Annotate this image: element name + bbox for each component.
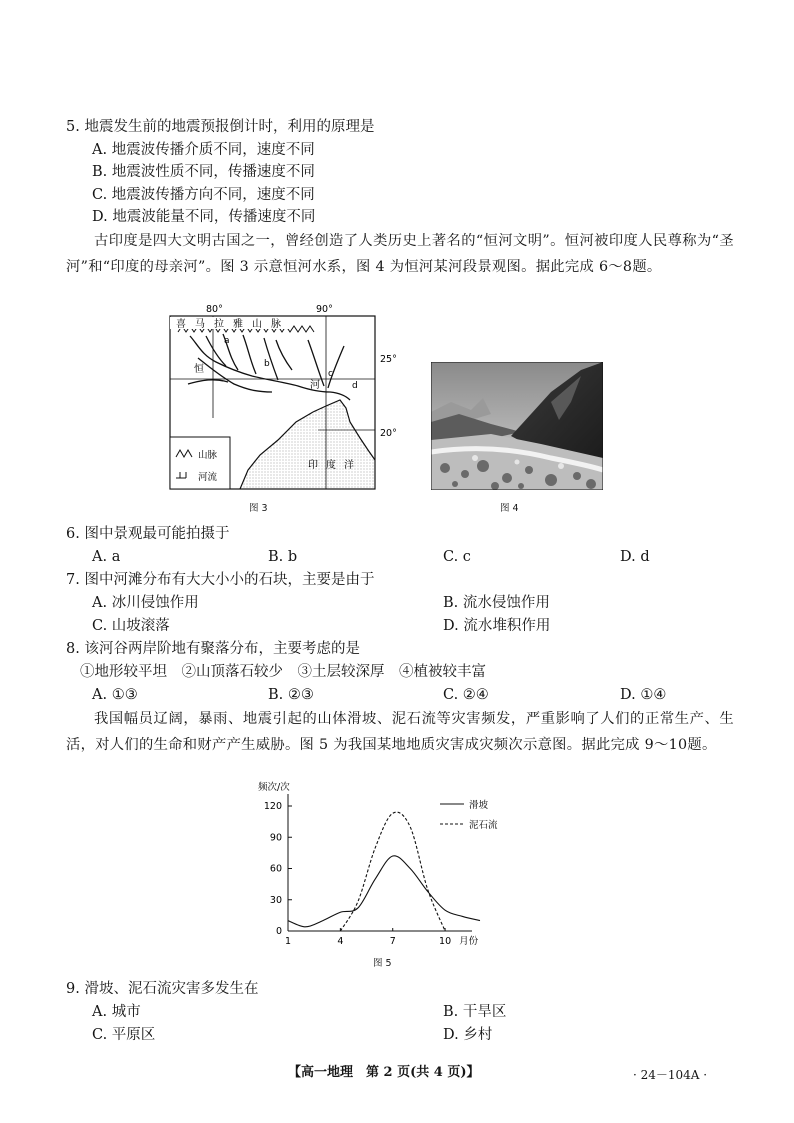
x-tick-label: 1 bbox=[284, 936, 292, 947]
y-tick-label: 30 bbox=[269, 894, 282, 906]
ocean-shading bbox=[240, 400, 375, 489]
y-tick-label: 120 bbox=[263, 801, 282, 812]
q5-stem: 5. 地震发生前的地震预报倒计时，利用的原理是 bbox=[66, 119, 375, 135]
q9-stem: 9. 滑坡、泥石流灾害多发生在 bbox=[66, 981, 259, 997]
legend-label: 滑坡 bbox=[469, 800, 489, 811]
q8-items: ①地形较平坦 ②山顶落石较少 ③土层较深厚 ④植被较丰富 bbox=[80, 664, 486, 680]
q7-option-d: D. 流水堆积作用 bbox=[443, 618, 551, 634]
figure-3-ganges-map bbox=[168, 300, 408, 500]
q6-option-a: A. a bbox=[92, 549, 121, 565]
q5-option-a: A. 地震波传播介质不同，速度不同 bbox=[92, 142, 315, 158]
lon-80-label: 80° bbox=[206, 304, 223, 315]
q9-option-b: B. 干旱区 bbox=[443, 1004, 507, 1020]
q8-option-c: C. ②④ bbox=[443, 687, 489, 703]
point-d-label: d bbox=[352, 381, 358, 391]
point-c-label: c bbox=[328, 369, 333, 379]
q6-stem: 6. 图中景观最可能拍摄于 bbox=[66, 526, 230, 542]
q7-option-c: C. 山坡滚落 bbox=[92, 618, 170, 634]
q7-stem: 7. 图中河滩分布有大大小小的石块，主要是由于 bbox=[66, 572, 375, 588]
y-tick-label: 60 bbox=[269, 863, 282, 875]
footer-page-info: 【高一地理 第 2 页(共 4 页)】 bbox=[288, 1065, 480, 1080]
q6-option-b: B. b bbox=[268, 549, 298, 565]
q9-option-a: A. 城市 bbox=[92, 1004, 141, 1020]
y-tick-label: 0 bbox=[275, 926, 282, 937]
point-b-label: b bbox=[264, 359, 270, 369]
figure-3-caption: 图 3 bbox=[249, 503, 268, 514]
legend-mountain-label: 山脉 bbox=[198, 450, 218, 461]
passage-ganges: 古印度是四大文明古国之一，曾经创造了人类历史上著名的“恒河文明”。恒河被印度人民尊称为“圣河”和“印度的母亲河”。图 3 示意恒河水系，图 4 为恒河某河段景观图。据此完成 6～8题。 bbox=[66, 233, 734, 275]
q9-option-c: C. 平原区 bbox=[92, 1027, 156, 1043]
q7-option-b: B. 流水侵蚀作用 bbox=[443, 595, 550, 611]
q5-option-b: B. 地震波性质不同，传播速度不同 bbox=[92, 164, 315, 180]
footer-exam-code: · 24－104A · bbox=[633, 1068, 708, 1082]
q8-option-d: D. ①④ bbox=[620, 687, 667, 703]
lon-90-label: 90° bbox=[316, 304, 333, 315]
q8-option-b: B. ②③ bbox=[268, 687, 314, 703]
figure-4-river-valley-photo bbox=[431, 362, 603, 490]
series-line-landslide bbox=[288, 856, 480, 927]
x-tick-label: 10 bbox=[439, 936, 452, 947]
q9-option-d: D. 乡村 bbox=[443, 1027, 493, 1043]
x-tick-label: 4 bbox=[337, 936, 344, 947]
q7-option-a: A. 冰川侵蚀作用 bbox=[92, 595, 199, 611]
lat-20-label: 20° bbox=[380, 428, 397, 439]
river-label-he: 河 bbox=[310, 380, 320, 391]
q5-option-c: C. 地震波传播方向不同，速度不同 bbox=[92, 187, 315, 203]
q6-option-c: C. c bbox=[443, 549, 471, 565]
figure-4-caption: 图 4 bbox=[500, 503, 519, 514]
q8-option-a: A. ①③ bbox=[92, 687, 138, 703]
x-tick-label: 7 bbox=[389, 936, 396, 947]
point-a-label: a bbox=[224, 336, 230, 346]
y-axis-label: 频次/次 bbox=[258, 782, 290, 793]
q6-option-d: D. d bbox=[620, 549, 650, 565]
y-tick-label: 90 bbox=[269, 832, 282, 844]
ocean-label: 印度洋 bbox=[308, 460, 362, 471]
river-label-heng: 恒 bbox=[194, 364, 204, 375]
q8-stem: 8. 该河谷两岸阶地有聚落分布，主要考虑的是 bbox=[66, 641, 360, 657]
passage-geohazards: 我国幅员辽阔，暴雨、地震引起的山体滑坡、泥石流等灾害频发，严重影响了人们的正常生产、生活，对人们的生命和财产产生威胁。图 5 为我国某地地质灾害成灾频次示意图。据此完成 9～10题。 bbox=[66, 711, 734, 753]
figure-5-hazard-frequency-chart bbox=[250, 776, 530, 956]
q5-option-d: D. 地震波能量不同，传播速度不同 bbox=[92, 209, 316, 225]
series-line-debris-flow bbox=[340, 812, 445, 931]
figure-5-caption: 图 5 bbox=[373, 958, 392, 969]
legend-river-label: 河流 bbox=[198, 472, 218, 483]
lat-25-label: 25° bbox=[380, 354, 397, 365]
mountain-label: 喜马拉雅山脉 bbox=[176, 319, 290, 330]
legend-label: 泥石流 bbox=[469, 820, 498, 831]
x-axis-label: 月份 bbox=[459, 936, 479, 947]
